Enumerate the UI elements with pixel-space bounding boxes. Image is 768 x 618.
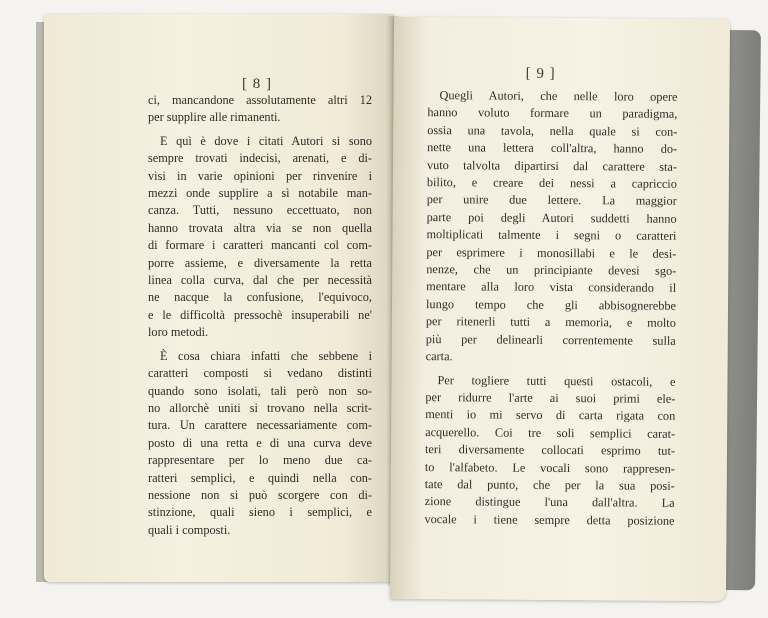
text-line: teri diversamente collocati esprimo tut-	[424, 442, 676, 458]
text-line: loro metodi.	[148, 325, 209, 340]
text-line: È cosa chiara infatti che sebbene i	[160, 348, 372, 363]
left-paragraph-3	[148, 348, 372, 539]
left-page-text	[148, 92, 372, 545]
text-line: hanno trovata altra via se non quella	[148, 220, 372, 235]
text-line: quando sono isolati, tali però non so-	[148, 383, 372, 398]
left-paragraph-1	[148, 92, 372, 127]
text-line: tate dal punto, che per la sua posi-	[424, 476, 675, 493]
left-page-number: [ 8 ]	[242, 76, 272, 92]
text-line: per esprimere i monosillabi e le desi-	[426, 244, 677, 261]
text-line: mezzi onde supplire a sì notabile man-	[148, 186, 372, 201]
text-line: canza. Tutti, nessuno eccettuato, non	[148, 203, 372, 218]
text-line: Per togliere tutti questi ostacoli, e	[437, 372, 676, 389]
text-line: E quì è dove i citati Autori si sono	[160, 133, 372, 148]
text-line: quali i composti.	[148, 522, 231, 537]
text-line: bilito, e creare dei nessi a capriccio	[426, 175, 677, 191]
text-line: hanno voluto formare un paradigma,	[427, 105, 678, 122]
left-page	[44, 14, 394, 582]
text-line: visi in varie opinioni per rinvenire i	[148, 168, 372, 183]
text-line: stinzione, quali sieno i semplici, e	[148, 505, 372, 520]
text-line: moltiplicati talmente i segni o caratteri	[426, 227, 677, 244]
text-line: carta.	[425, 349, 453, 364]
right-page-text	[424, 87, 677, 536]
text-line: per unire due lettere. La maggior	[426, 192, 677, 209]
text-line: nenze, che un principiante devesi sgo-	[426, 262, 677, 278]
text-line: e le difficoltà pressochè insuperabili ne'	[148, 307, 372, 322]
text-line: nessione non si può scorgere con di-	[148, 487, 372, 502]
text-line: parte poi degli Autori suddetti hanno	[426, 209, 677, 226]
text-line: zione distingue l'una dall'altra. La	[424, 494, 675, 511]
text-line: Quegli Autori, che nelle loro opere	[439, 88, 678, 104]
text-line: ossia una tavola, nella quale si con-	[427, 122, 678, 139]
text-line: vocale i tiene sempre detta posizione	[424, 511, 675, 528]
right-paragraph-2	[424, 372, 675, 530]
text-line: per supplire alle rimanenti.	[148, 110, 281, 125]
text-line: to l'alfabeto. Le vocali sono rappresen-	[424, 459, 675, 476]
left-paragraph-2	[148, 133, 372, 342]
text-line: mentare alla loro vista considerando il	[426, 279, 677, 296]
text-line: vuto talvolta dipartirsi dal carattere sta-	[426, 157, 678, 174]
right-page-number: [ 9 ]	[525, 65, 556, 82]
text-line: posto di una retta e di una curva deve	[148, 435, 372, 450]
text-line: ci, mancandone assolutamente altri 12	[148, 93, 372, 107]
text-line: caratteri composti si vedano distinti	[148, 366, 372, 381]
text-line: porre assieme, e diversamente la retta	[148, 255, 372, 270]
text-line: per ritenerli tutti a memoria, e molto	[425, 314, 676, 331]
right-page	[390, 17, 730, 601]
text-line: rappresentare per lo meno due ca-	[148, 453, 372, 468]
text-line: linea colla curva, dal che per necessità	[148, 273, 372, 288]
text-line: acquerello. Coi tre soli semplici carat-	[425, 424, 676, 441]
text-line: ratteri semplici, e quindi nella con-	[148, 470, 372, 485]
text-line: ne nacque la confusione, l'equivoco,	[148, 290, 372, 305]
right-paragraph-1	[426, 87, 678, 367]
text-line: per ridurre l'arte ai suoi primi ele-	[425, 389, 676, 406]
text-line: tura. Un carattere necessariamente com-	[148, 418, 372, 433]
text-line: menti io mi servo di carta rigata con	[425, 407, 676, 424]
text-line: più per delinearli correntemente sulla	[425, 331, 676, 348]
text-line: no allorchè uniti si trovano nella scrit-	[148, 400, 372, 415]
text-line: nette una lettera coll'altra, hanno do-	[427, 140, 678, 157]
text-line: di formare i caratteri mancanti col com-	[148, 238, 372, 253]
text-line: lungo tempo che gli abbisognerebbe	[425, 296, 677, 313]
text-line: sempre trovati indecisi, arenati, e di-	[148, 151, 372, 166]
